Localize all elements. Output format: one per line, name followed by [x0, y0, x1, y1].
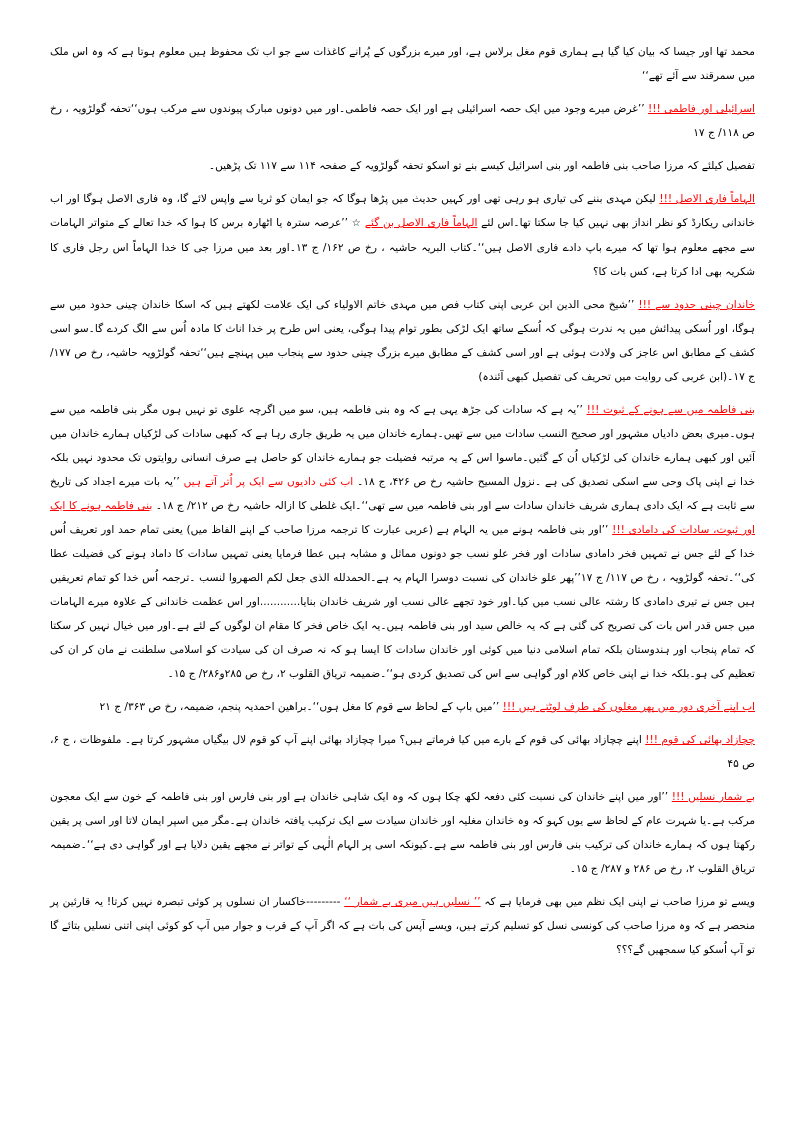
section-heading: اسرائیلی اور فاطمی !!! — [648, 103, 755, 115]
paragraph-back-to-mughal — [50, 695, 755, 719]
paragraph-israeli-fatimi — [50, 97, 755, 145]
paragraph-text: لیکن مہدی بننے کی تیاری ہو رہی تھی اور کہیں حدیث میں پڑھا ہوگا کہ جو ایمان کو ثریا سے واپس لائے گا، وہ فاری الاصل ہوگا اور اب خاندانی ریکارڈ کو نظر انداز بھی نہیں کیا جا سکتا تھا۔اس لئے — [50, 193, 755, 229]
section-heading: بنی فاطمہ میں سے ہونے کے ثبوت !!! — [586, 404, 755, 416]
paragraph-mughal-origin — [50, 40, 755, 88]
section-heading: چچازاد بھائی کی قوم !!! — [645, 734, 755, 746]
paragraph-farsi-asl — [50, 187, 755, 284]
paragraph-text: اپنے چچازاد بھائی کی قوم کے بارے میں کیا فرماتے ہیں؟ میرا چچازاد بھائی اپنے آپ کو قوم لال بیگیاں مشہور کرتا ہے۔ ملفوظات ، ج ۶، ص ۴۵ — [50, 734, 755, 770]
paragraph-bani-fatima — [50, 398, 755, 686]
section-heading: بے شمار نسلیں !!! — [671, 791, 756, 803]
paragraph-text: ’’غرض میرے وجود میں ایک حصہ اسرائیلی ہے اور ایک حصہ فاطمی۔اور میں دونوں مبارک پیوندوں سے مرکب ہوں‘‘تحفہ گولڑویہ ، رخ ص ۱۱۸/ ج ۱۷ — [50, 103, 755, 139]
paragraph-countless-lineages — [50, 785, 755, 881]
star-icon: ☆ — [351, 218, 362, 229]
highlighted-phrase: الہاماً فاری الاصل بن گئے — [364, 217, 478, 229]
paragraph-text: ’’یہ بات میرے اجداد کی تاریخ سے ثابت ہے کہ ایک دادی ہماری شریف خاندان سادات سے اور بنی فاطمہ میں سے تھی‘‘۔ایک غلطی کا ازالہ حاشیہ رخ ص ۲۱۲/ ج ۱۸۔ — [50, 476, 755, 512]
paragraph-text: ---------خاکسار ان نسلوں پر کوئی تبصرہ نہیں کرتا! یہ قارئین پر منحصر ہے کہ وہ مرزا صاحب کی کونسی نسل کو تسلیم کرتے ہیں، ویسے آپس کی بات ہے کہ اگر آپ کے قرب و جوار میں آپ کو کوئی اپنی اتنی نسلیں بتائے گا تو آپ اُسکو کیا سمجھیں گے؟؟؟ — [50, 896, 755, 956]
paragraph-text: تفصیل کیلئے کہ مرزا صاحب بنی فاطمہ اور بنی اسرائیل کیسے بنے تو اسکو تحفہ گولڑویہ کے صفحہ ۱۱۴ سے ۱۱۷ تک پڑھیں۔ — [208, 160, 755, 172]
paragraph-conclusion — [50, 890, 755, 962]
paragraph-text: ویسے تو مرزا صاحب نے اپنی ایک نظم میں بھی فرمایا ہے کہ — [480, 896, 755, 908]
paragraph-cousin-tribe — [50, 728, 755, 776]
paragraph-text: ’’اور میں اپنے خاندان کی نسبت کئی دفعہ لکھ چکا ہوں کہ وہ ایک شاہی خاندان ہے اور بنی فارس اور بنی فاطمہ کے خون سے ایک معجون مرکب ہے۔یا شہرت عام کے لحاظ سے یوں کہو کہ وہ خاندان مغلیہ اور خاندان سیادت سے ایک ترکیب یافتہ خاندان ہے۔مگر میں اسپر ایمان لاتا اور اسی پر یقین رکھتا ہوں کہ ہمارے خاندان کی ترکیب بنی فارس اور بنی فاطمہ سے ہے۔کیونکہ اسی پر الہام الٰہی کے تواتر نے مجھے یقین دلایا ہے اور گواہی دی ہے‘‘۔ضمیمہ تریاق القلوب ۲، رخ ص ۲۸۶ و ۲۸۷/ ج ۱۵۔ — [50, 791, 755, 875]
section-heading: خاندان چینی حدود سے !!! — [638, 299, 755, 311]
paragraph-text: ’’عرصہ سترہ یا اٹھارہ برس کا ہوا کہ خدا تعالے کے متواتر الہامات سے مجھے معلوم ہوا تھا کہ میرے باپ دادے فاری الاصل ہیں‘‘۔کتاب البریہ حاشیہ ، رخ ص ۱۶۲/ ج ۱۳۔اور بعد میں مرزا جی کا خدا الہاماً اس رجل فاری کا شکریہ بھی ادا کرتا ہے، کس بات کا؟ — [50, 217, 755, 278]
paragraph-text: ’’اور بنی فاطمہ ہونے میں یہ الہام ہے (عربی عبارت کا ترجمہ مرزا صاحب کے اپنے الفاظ میں) یعنی تمام حمد اور تعریف اُس خدا کے لئے جس نے تمہیں فخر دامادی سادات اور فخر علو نسب جو دونوں مماثل و مشابہ ہیں عطا فرمایا یعنی تمہیں سادات کا داماد ہونے کی فضیلت عطا کی‘‘۔تحفہ گولڑویہ ، رخ ص ۱۱۷/ ج ۱۷’’پھر علو خاندان کی نسبت دوسرا الہام یہ ہے۔الحمدلله الذی جعل لکم الصھروا لنسب ۔ترجمہ اُس خدا کو تمام تعریفیں ہیں جس نے تیری دامادی کا رشتہ عالی نسب میں کیا۔اور خود تجھے عالی نسب اور شریف خاندان بنایا............اور اس عظمت خاندانی کے علاوہ میرے الہامات میں جس قدر اس بات کی تصریح کی گئی ہے کہ یہ خالص سید اور بنی فاطمہ ہیں۔یہ ایک خاص فخر کا مقام ان لوگوں کے لئے ہے۔اور میں خیال نہیں کر سکتا کہ تمام پنجاب اور ہندوستان بلکہ تمام اسلامی دنیا میں کوئی اور خاندان سادات کا ایسا ہو کہ نہ صرف ان کی سیادت کو اسلامی سلطنت نے مان کر ان کی تعظیم کی ہو۔بلکہ خدا نے اپنی خاص کلام اور گواہی سے اس کی تصدیق کردی ہو‘‘۔ضمیمہ تریاق القلوب ۲، رخ ص ۲۸۵و۲۸۶/ ج ۱۵۔ — [50, 524, 755, 680]
section-heading: اب اپنے آخری دور میں پھر مغلوں کی طرف لوٹتے ہیں !!! — [502, 701, 755, 713]
section-heading: بنی فاطمہ ہونے کا ایک اور ثبوت، سادات کی دامادی !!! — [50, 500, 755, 536]
paragraph-chinese-origin — [50, 293, 755, 389]
highlighted-phrase: ’’ نسلیں ہیں میری بے شمار ‘‘ — [344, 896, 481, 908]
paragraph-text: محمد تھا اور جیسا کہ بیان کیا گیا ہے ہماری قوم مغل برلاس ہے، اور میرے بزرگوں کے پُرانے کاغذات سے جو اب تک محفوظ ہیں معلوم ہوتا ہے کہ وہ اس ملک میں سمرقند سے آئے تھے‘‘ — [50, 46, 755, 82]
section-heading: الہاماً فاری الاصل !!! — [659, 193, 755, 205]
paragraph-text: ’’شیخ محی الدین ابن عربی اپنی کتاب فص میں مہدی خاتم الاولیاء کی ایک علامت لکھتے ہیں کہ اسکا خاندان چینی حدود میں سے ہوگا، اور اُسکی پیدائش میں یہ ندرت ہوگی کہ اُسکے ساتھ ایک لڑکی بطور توام پیدا ہوگی، یعنی اس طرح پر خدا اناث کا مادہ اُس سے الگ کردے گا۔سو اسی کشف کے مطابق اس عاجز کی ولادت ہوئی ہے اور اسی کشف کے مطابق میرے بزرگ چینی حدود سے پنجاب میں پہنچے ہیں‘‘تحفہ گولڑویہ حاشیہ، رخ ص ۱۷۷/ ج ۱۷۔(ابن عربی کی روایت میں تحریف کی تفصیل کبھی آئندہ) — [50, 299, 755, 383]
document-page — [50, 40, 755, 971]
paragraph-details-note — [50, 154, 755, 178]
paragraph-text: ’’میں باپ کے لحاظ سے قوم کا مغل ہوں‘‘۔براھین احمدیہ پنجم، ضمیمہ، رخ ص ۳۶۳/ ج ۲۱ — [99, 701, 500, 713]
highlighted-phrase: اب کئی دادیوں سے ایک پر اُتر آتے ہیں — [183, 476, 354, 488]
paragraph-text: ’’یہ ہے کہ سادات کی جڑھ یہی ہے کہ وہ بنی فاطمہ ہیں، سو میں اگرچہ علوی تو نہیں ہوں مگر بنی فاطمہ میں سے ہوں۔میری بعض دادیاں مشہور اور صحیح النسب سادات میں سے تھیں۔ہمارے خاندان میں یہ طریق جاری رہا ہے کہ کبھی سادات کی لڑکیاں ہمارے خاندان میں آئیں اور کبھی ہمارے خاندان کی لڑکیاں اُن کے گئیں۔ماسوا اس کے یہ مرتبہ فضیلت جو ہمارے خاندان کو حاصل ہے صرف انسانی روایتوں تک محدود نہیں بلکہ خدا نے اپنی پاک وحی سے اسکی تصدیق کی ہے ۔نزول المسیح حاشیہ رخ ص ۴۲۶، ج ۱۸۔ — [50, 404, 756, 488]
